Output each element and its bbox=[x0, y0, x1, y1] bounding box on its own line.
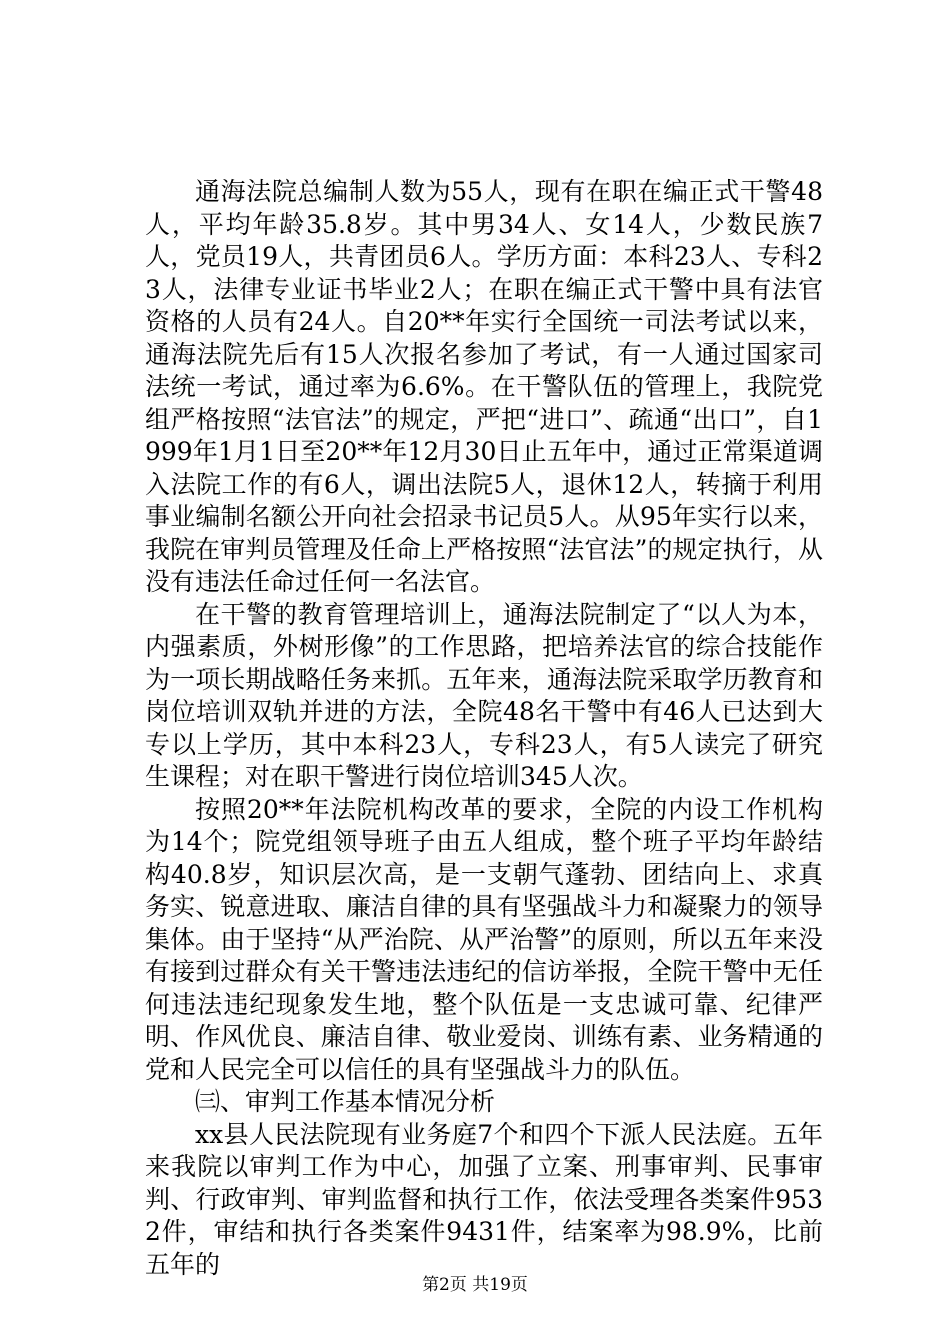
section-heading: ㈢、审判工作基本情况分析 bbox=[195, 1087, 496, 1116]
page-footer: 第2页 共19页 bbox=[422, 1275, 528, 1295]
paragraph-trial-work: xx县人民法院现有业务庭7个和四个下派人民法庭。五年来我院以审判工作为中心，加强了立案、刑事审判、民事审判、行政审判、审判监督和执行工作，依法受理各类案件9532件，审结和执行各类案件9431件，结案率为98.9%，比前五年的 bbox=[145, 1119, 823, 1279]
paragraph-organization: 按照20**年法院机构改革的要求，全院的内设工作机构为14个；院党组领导班子由五人组成，整个班子平均年龄结构40.8岁，知识层次高，是一支朝气蓬勃、团结向上、求真务实、锐意进取、廉洁自律的具有坚强战斗力和凝聚力的领导集体。由于坚持“从严治院、从严治警”的原则，所以五年来没有接到过群众有关干警违法违纪的信访举报，全院干警中无任何违法违纪现象发生地，整个队伍是一支忠诚可靠、纪律严明、作风优良、廉洁自律、敬业爱岗、训练有素、业务精通的党和人民完全可以信任的具有坚强战斗力的队伍。 bbox=[145, 794, 823, 1084]
document-body bbox=[145, 176, 823, 1281]
paragraph-training: 在干警的教育管理培训上，通海法院制定了“以人为本，内强素质，外树形像”的工作思路，把培养法官的综合技能作为一项长期战略任务来抓。五年来，通海法院采取学历教育和岗位培训双轨并进的方法，全院48名干警中有46人已达到大专以上学历，其中本科23人，专科23人，有5人读完了研究生课程；对在职干警进行岗位培训345人次。 bbox=[145, 599, 823, 791]
paragraph-staffing: 通海法院总编制人数为55人，现有在职在编正式干警48人，平均年龄35.8岁。其中男34人、女14人，少数民族7人，党员19人，共青团员6人。学历方面：本科23人、专科23人，法律专业证书毕业2人；在职在编正式干警中具有法官资格的人员有24人。自20**年实行全国统一司法考试以来，通海法院先后有15人次报名参加了考试，有一人通过国家司法统一考试，通过率为6.6%。在干警队伍的管理上，我院党组严格按照“法官法”的规定，严把“进口”、疏通“出口”，自1999年1月1日至20**年12月30日止五年中，通过正常渠道调入法院工作的有6人，调出法院5人，退休12人，转摘于利用事业编制名额公开向社会招录书记员5人。从95年实行以来，我院在审判员管理及任命上严格按照“法官法”的规定执行，从没有违法任命过任何一名法官。 bbox=[145, 177, 823, 596]
